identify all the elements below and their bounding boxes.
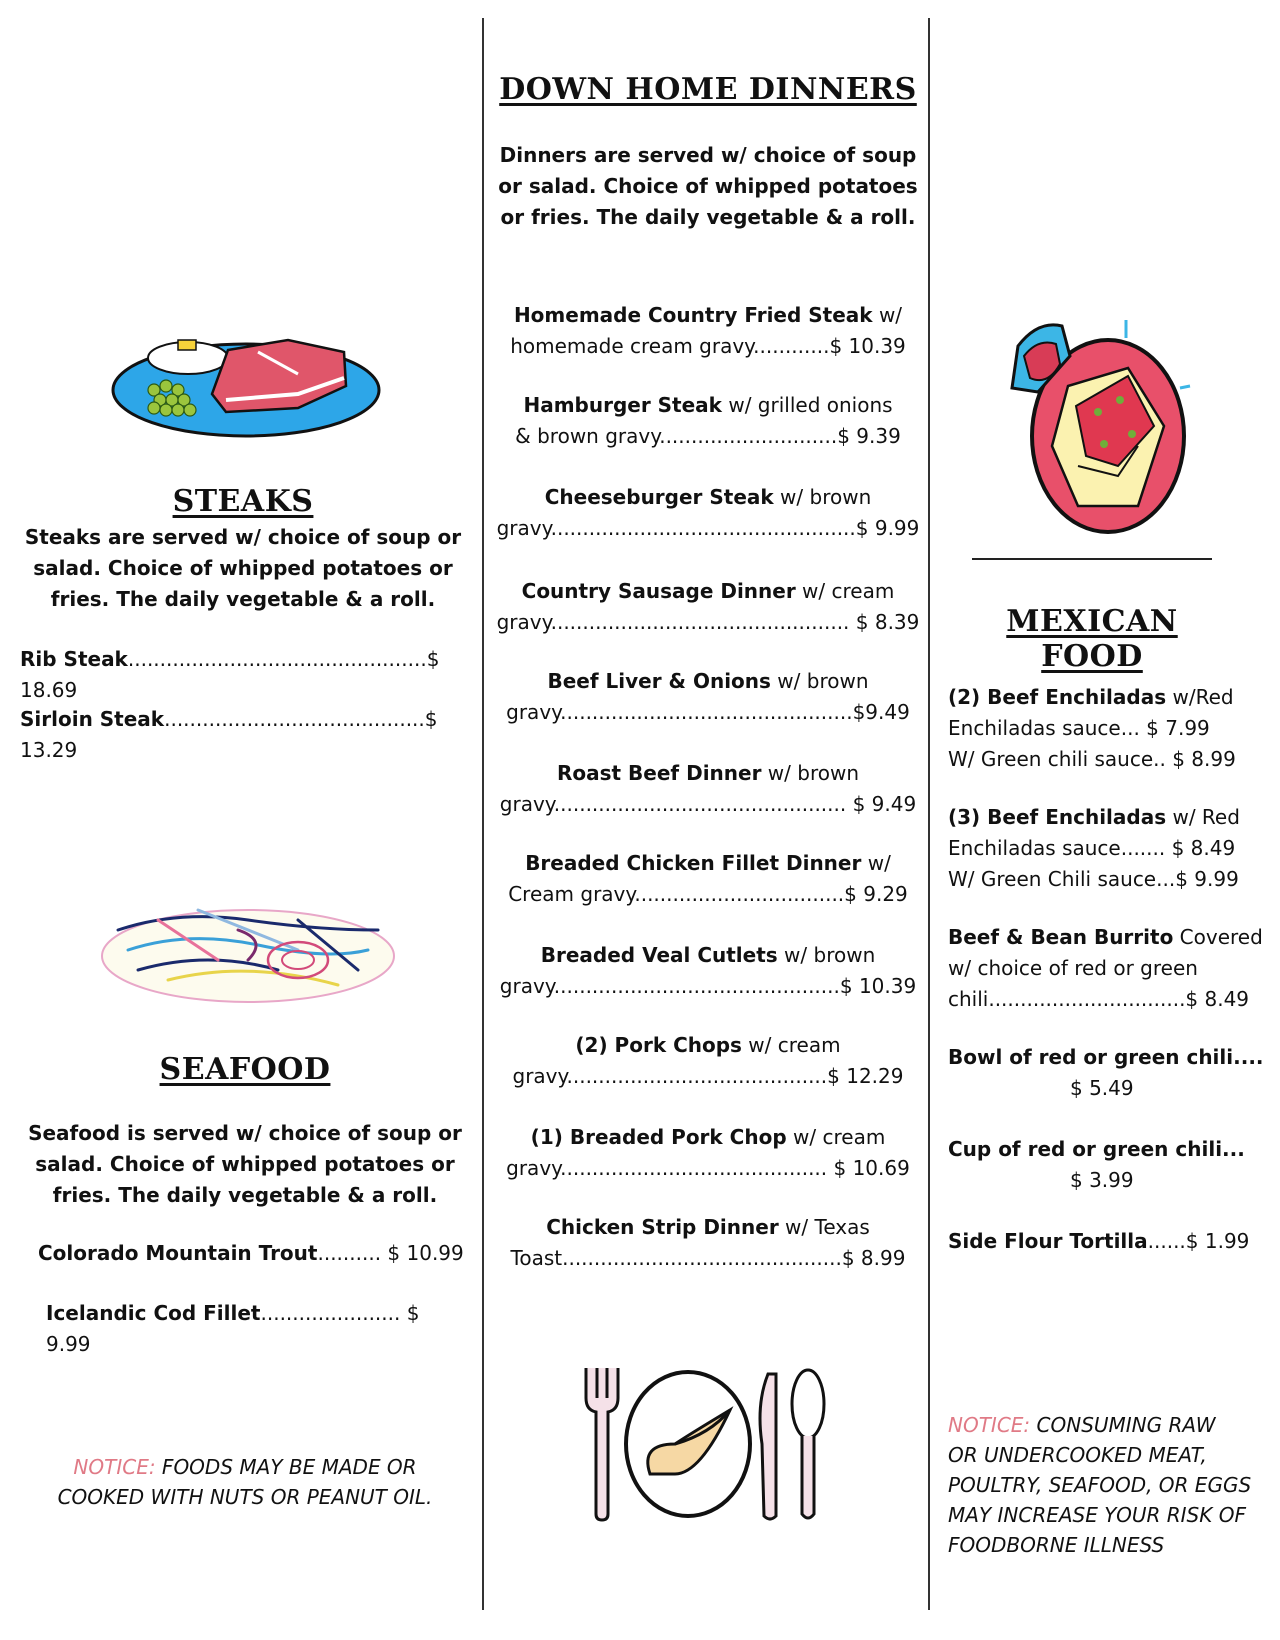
menu-item-side-flour-tortilla	[948, 1226, 1274, 1257]
item-price: $ 5.49	[1070, 1076, 1134, 1100]
item-name: Beef Liver & Onions	[547, 669, 771, 693]
item-name: (1) Breaded Pork Chop	[530, 1125, 787, 1149]
item-leader: ...............................................	[127, 647, 427, 671]
item-price-line: Cream gravy.................................$ 9.29	[508, 882, 908, 906]
item-name: Sirloin Steak	[20, 707, 165, 731]
notice-line: FOODBORNE ILLNESS	[948, 1533, 1165, 1557]
item-name: Icelandic Cod Fillet	[46, 1301, 261, 1325]
item-name: Bowl of red or green chili....	[948, 1045, 1264, 1069]
menu-item-rib-steak	[20, 644, 470, 706]
item-name: Side Flour Tortilla	[948, 1229, 1148, 1253]
item-desc: w/ cream	[741, 1033, 841, 1057]
notice-nuts	[12, 1452, 478, 1512]
item-name: Country Sausage Dinner	[521, 579, 796, 603]
item-leader: .........................................	[164, 707, 425, 731]
item-price-line: gravy............................................... $ 8.39	[496, 610, 920, 634]
item-desc: w/ cream	[786, 1125, 886, 1149]
notice-raw-food	[948, 1410, 1274, 1560]
seafood-platter-icon	[98, 890, 398, 1008]
notice-line: OR UNDERCOOKED MEAT,	[948, 1443, 1207, 1467]
mexican-heading: MEXICAN FOOD	[1006, 604, 1178, 674]
middle-column	[494, 0, 922, 1640]
item-price: $ 13.29	[20, 707, 438, 762]
item-desc: w/ brown	[777, 943, 876, 967]
item-name: Roast Beef Dinner	[556, 761, 762, 785]
column-divider-left	[482, 18, 484, 1610]
item-price-line: Enchiladas sauce....... $ 8.49	[948, 836, 1236, 860]
item-price-line: W/ Green chili sauce.. $ 8.99	[948, 747, 1236, 771]
menu-item-hamburger-steak	[494, 390, 922, 452]
item-desc: w/	[861, 851, 891, 875]
steaks-intro: Steaks are served w/ choice of soup or salad. Choice of whipped potatoes or fries. The daily vegetable & a roll.	[24, 525, 462, 611]
section-rule	[972, 558, 1212, 560]
item-name: Breaded Veal Cutlets	[540, 943, 778, 967]
dinners-heading: DOWN HOME DINNERS	[499, 72, 917, 107]
menu-item-two-pork-chops	[494, 1030, 922, 1092]
item-desc: w/ brown	[761, 761, 860, 785]
menu-item-cup-of-chili	[948, 1134, 1274, 1196]
item-name: Rib Steak	[20, 647, 128, 671]
item-price: $ 10.99	[381, 1241, 464, 1265]
item-name: Homemade Country Fried Steak	[513, 303, 873, 327]
enchilada-plate-icon	[1008, 316, 1194, 544]
item-price-line: gravy..............................................$9.49	[506, 700, 910, 724]
item-name: Hamburger Steak	[523, 393, 722, 417]
item-desc: Covered	[1173, 925, 1263, 949]
item-price: ......$ 1.99	[1147, 1229, 1250, 1253]
menu-item-country-sausage-dinner	[494, 576, 922, 638]
item-name: (2) Pork Chops	[575, 1033, 742, 1057]
item-price-line: gravy.............................................. $ 9.49	[499, 792, 917, 816]
menu-item-sirloin-steak	[20, 704, 470, 766]
item-desc: w/ cream	[795, 579, 895, 603]
item-desc: w/ brown	[770, 669, 869, 693]
item-price: $ 9.99	[46, 1301, 420, 1356]
item-price-line: Toast............................................$ 8.99	[510, 1246, 906, 1270]
seafood-heading: SEAFOOD	[159, 1052, 331, 1087]
steak-plate-icon	[108, 330, 384, 440]
notice-line: MAY INCREASE YOUR RISK OF	[948, 1503, 1246, 1527]
menu-item-beef-liver-onions	[494, 666, 922, 728]
right-column	[940, 0, 1276, 1640]
menu-item-icelandic-cod-fillet	[46, 1298, 466, 1360]
menu-item-breaded-veal-cutlets	[494, 940, 922, 1002]
item-price-line: gravy.............................................$ 10.39	[499, 974, 917, 998]
item-price-line: gravy.......................................... $ 10.69	[506, 1156, 910, 1180]
menu-item-cheeseburger-steak	[494, 482, 922, 544]
menu-item-roast-beef-dinner	[494, 758, 922, 820]
steaks-heading: STEAKS	[172, 484, 314, 519]
item-price-line: gravy................................................$ 9.99	[496, 516, 920, 540]
item-price-line: Enchiladas sauce... $ 7.99	[948, 716, 1210, 740]
notice-tag: NOTICE:	[73, 1455, 156, 1479]
item-desc: w/	[872, 303, 903, 327]
item-desc: w/ grilled onions	[721, 393, 893, 417]
menu-item-chicken-strip-dinner	[494, 1212, 922, 1274]
menu-item-breaded-chicken-fillet	[494, 848, 922, 910]
item-leader: ..........	[317, 1241, 382, 1265]
left-column	[12, 0, 474, 1640]
item-name: Beef & Bean Burrito	[948, 925, 1174, 949]
menu-item-breaded-pork-chop	[494, 1122, 922, 1184]
item-name: Colorado Mountain Trout	[38, 1241, 318, 1265]
item-name: Breaded Chicken Fillet Dinner	[525, 851, 862, 875]
item-price: $ 3.99	[1070, 1168, 1134, 1192]
column-divider-right	[928, 18, 930, 1610]
item-desc: w/ Red	[1166, 805, 1240, 829]
item-price-line: chili...............................$ 8.49	[948, 987, 1250, 1011]
item-leader: ......................	[260, 1301, 401, 1325]
item-price-line: & brown gravy............................$ 9.39	[515, 424, 901, 448]
notice-line: CONSUMING RAW	[1030, 1413, 1216, 1437]
item-name: Cheeseburger Steak	[544, 485, 774, 509]
item-name: (3) Beef Enchiladas	[948, 805, 1167, 829]
item-price-line: gravy.........................................$ 12.29	[512, 1064, 904, 1088]
item-price: $ 18.69	[20, 647, 440, 702]
seafood-intro: Seafood is served w/ choice of soup or salad. Choice of whipped potatoes or fries. The daily vegetable & a roll.	[28, 1121, 462, 1207]
menu-item-two-beef-enchiladas	[948, 682, 1274, 775]
notice-tag: NOTICE:	[948, 1413, 1031, 1437]
item-desc-line: w/ choice of red or green	[948, 956, 1198, 980]
item-price-line: homemade cream gravy............$ 10.39	[510, 334, 906, 358]
menu-item-three-beef-enchiladas	[948, 802, 1274, 895]
item-desc: w/Red	[1166, 685, 1234, 709]
notice-line: POULTRY, SEAFOOD, OR EGGS	[948, 1473, 1252, 1497]
item-desc: w/ brown	[773, 485, 872, 509]
notice-line: COOKED WITH NUTS OR PEANUT OIL.	[57, 1485, 433, 1509]
place-setting-icon	[580, 1364, 828, 1524]
item-name: Cup of red or green chili...	[948, 1137, 1245, 1161]
notice-line: FOODS MAY BE MADE OR	[155, 1455, 417, 1479]
menu-item-colorado-mountain-trout	[38, 1238, 468, 1269]
item-desc: w/ Texas	[778, 1215, 870, 1239]
menu-item-beef-bean-burrito	[948, 922, 1274, 1015]
item-price-line: W/ Green Chili sauce...$ 9.99	[948, 867, 1239, 891]
item-name: Chicken Strip Dinner	[546, 1215, 779, 1239]
menu-item-country-fried-steak	[494, 300, 922, 362]
dinners-intro: Dinners are served w/ choice of soup or salad. Choice of whipped potatoes or fries. The daily vegetable & a roll.	[498, 143, 918, 229]
menu-item-bowl-of-chili	[948, 1042, 1274, 1104]
item-name: (2) Beef Enchiladas	[948, 685, 1167, 709]
